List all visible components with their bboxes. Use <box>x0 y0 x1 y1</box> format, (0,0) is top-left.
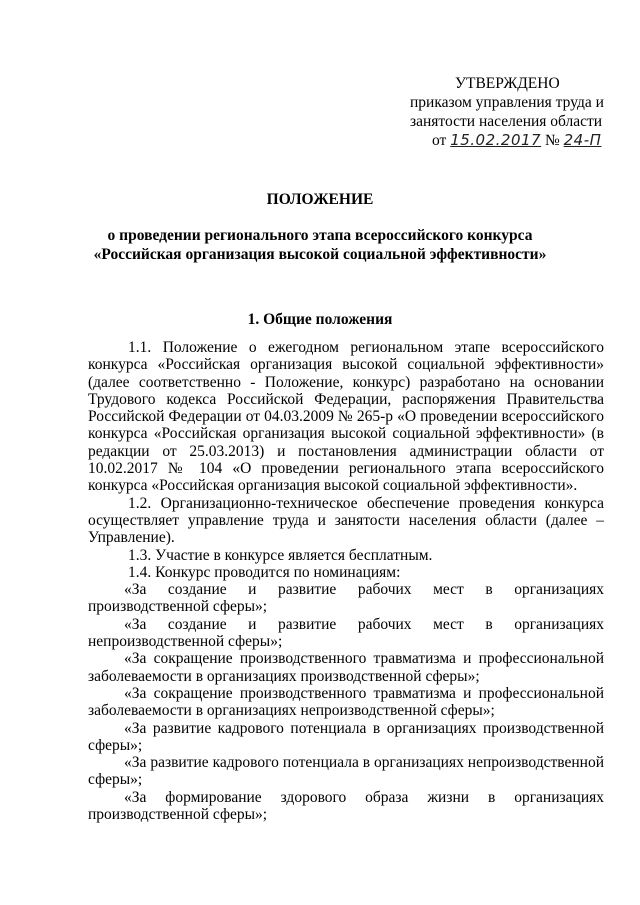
approval-block <box>410 74 610 150</box>
section-heading: 1. Общие положения <box>247 311 393 328</box>
approval-number-sign: № <box>544 132 560 149</box>
nomination-item: «За формирование здорового образа жизни в организациях производственной сферы»; <box>88 788 604 824</box>
approval-heading: УТВЕРЖДЕНО <box>455 75 560 92</box>
approval-line-agency: занятости населения области <box>410 113 603 130</box>
document-title: ПОЛОЖЕНИЕ <box>266 191 374 208</box>
nomination-item: «За развитие кадрового потенциала в организациях непроизводственной сферы»; <box>88 754 604 789</box>
paragraph-1-1: 1.1. Положение о ежегодном региональном этапе всероссийского конкурса «Российская организация высокой социальной эффективности» (далее соответственно - Положение, конкурс) разработано на основании Трудового кодекса Российской Федерации, распоряжения Правительства Российской Федерации от 04.03.2009 № 265-р «О проведении всероссийского конкурса «Российская организация высокой социальной эффективности» (в редакции от 25.03.2013) и постановления администрации области от 10.02.2017 № 104 «О проведении регионального этапа всероссийского конкурса «Российская организация высокой социальной эффективности». <box>88 339 604 495</box>
approval-date-line <box>432 131 610 150</box>
approval-number: 24-П <box>563 131 602 149</box>
paragraph-1-4: 1.4. Конкурс проводится по номинациям: <box>128 563 401 581</box>
nomination-item: «За сокращение производственного травматизма и профессиональной заболеваемости в организациях производственной сферы»; <box>88 650 604 685</box>
nomination-item: «За создание и развитие рабочих мест в организациях производственной сферы»; <box>88 581 604 616</box>
approval-date: 15.02.2017 <box>450 131 542 149</box>
document-subtitle-line2: «Российская организация высокой социальной эффективности» <box>93 246 547 263</box>
nomination-item: «За сокращение производственного травматизма и профессиональной заболеваемости в организациях непроизводственной сферы»; <box>88 684 604 720</box>
paragraph-1-2: 1.2. Организационно-техническое обеспечение проведения конкурса осуществляет управление труда и занятости населения области (далее – Управление). <box>88 494 604 547</box>
approval-line-order: приказом управления труда и <box>410 94 604 111</box>
section-body <box>88 339 604 823</box>
approval-ot-label: от <box>432 132 447 149</box>
document-subtitle-line1: о проведении регионального этапа всероссийского конкурса <box>107 227 533 244</box>
nomination-item: «За развитие кадрового потенциала в организациях производственной сферы»; <box>88 719 604 754</box>
paragraph-1-3: 1.3. Участие в конкурсе является бесплатным. <box>128 546 433 564</box>
nomination-item: «За создание и развитие рабочих мест в организациях непроизводственной сферы»; <box>88 615 604 651</box>
